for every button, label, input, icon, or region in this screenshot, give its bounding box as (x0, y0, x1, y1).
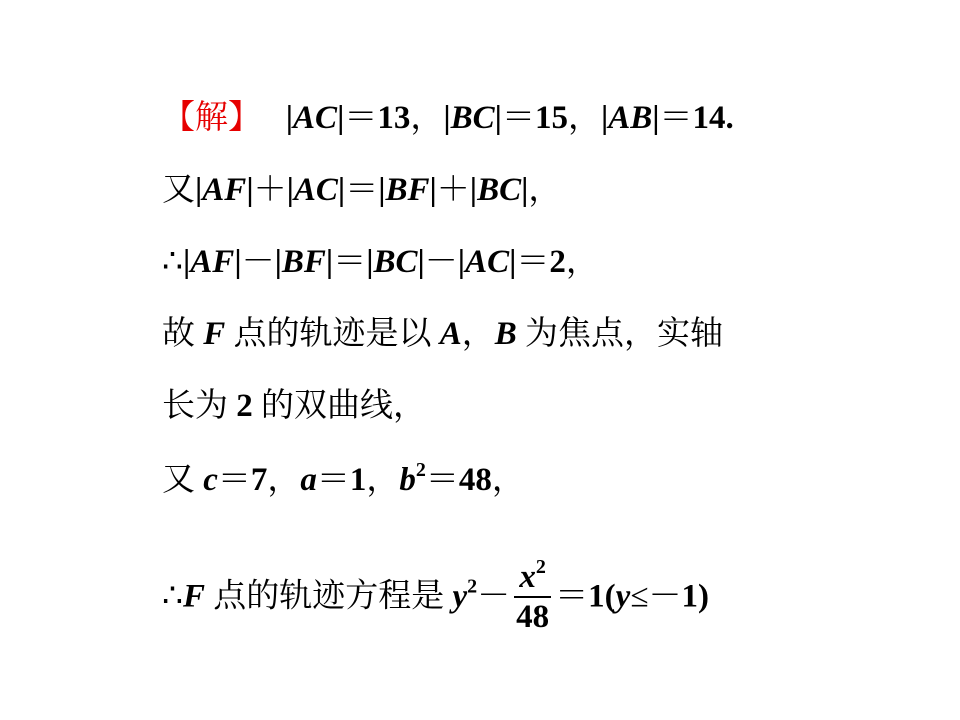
var-BF: BF (385, 172, 430, 208)
solution-line-1 (162, 98, 734, 138)
equals-sign: ＝ (316, 462, 350, 498)
abs-close: | (337, 100, 345, 136)
equals-sign: ＝ (344, 100, 378, 136)
abs-close: | (652, 100, 660, 136)
comma: ， (528, 172, 562, 208)
var-AF: AF (202, 172, 247, 208)
equals-sign: ＝ (425, 462, 459, 498)
minus-sign: － (477, 578, 511, 615)
value-1: 1 (349, 462, 367, 498)
var-y: y (615, 578, 631, 615)
var-F: F (203, 316, 226, 352)
var-AC: AC (465, 244, 510, 280)
var-BC: BC (373, 244, 418, 280)
equals-sign: ＝ (659, 100, 693, 136)
var-AC: AC (293, 100, 338, 136)
abs-close: | (494, 100, 502, 136)
line-prefix: 又 (162, 172, 195, 208)
fraction-denominator: 48 (516, 599, 550, 635)
therefore-symbol: ∴ (162, 244, 183, 280)
therefore-symbol: ∴ (162, 578, 183, 615)
equals-sign: ＝ (333, 244, 367, 280)
var-BC: BC (477, 172, 522, 208)
var-c: c (203, 462, 218, 498)
solution-line-6: 又 c＝7，a＝1，$b^2=48$， (162, 459, 525, 498)
equals-sign: ＝ (345, 172, 379, 208)
abs-open: | (285, 100, 294, 136)
var-B: B (494, 316, 517, 352)
equals-sign: ＝ (555, 578, 589, 615)
var-BF: BF (281, 244, 326, 280)
var-BC: BC (450, 100, 495, 136)
var-AB: AB (608, 100, 653, 136)
comma: ， (567, 100, 601, 136)
var-a: a (300, 462, 317, 498)
equals-sign: ＝ (501, 100, 535, 136)
var-b: b (399, 462, 416, 498)
equals-sign: ＝ (217, 462, 251, 498)
solution-line-4: 故 F 点的轨迹是以 A，B 为焦点，实轴 (162, 316, 724, 352)
var-A: A (439, 316, 462, 352)
solution-line-3: ∴|AF|－|BF|＝|BC|－|AC|＝2， (162, 244, 599, 280)
abs-open: | (600, 100, 609, 136)
value-48: 48 (458, 462, 492, 498)
value-15: 15 (534, 100, 568, 136)
var-F: F (183, 578, 206, 615)
minus-sign: － (241, 244, 275, 280)
minus-sign: － (424, 244, 458, 280)
plus-sign: ＋ (436, 172, 470, 208)
exponent: 2 (415, 459, 426, 481)
fraction-numerator: $x^2$ (514, 558, 551, 598)
comma: ， (366, 462, 400, 498)
solution-line-2: 又|AF|＋|AC|＝|BF|＋|BC|， (162, 172, 562, 208)
value-13: 13 (377, 100, 411, 136)
fraction (514, 558, 551, 636)
abs-open: | (443, 100, 451, 136)
equals-sign: ＝ (516, 244, 550, 280)
plus-sign: ＋ (253, 172, 287, 208)
value-7: 7 (250, 462, 268, 498)
value-2: 2 (549, 244, 566, 280)
var-y: y (452, 578, 468, 615)
var-AC: AC (293, 172, 338, 208)
exponent: 2 (467, 575, 478, 598)
solution-line-7: ∴F 点的轨迹方程是 $y^2-$ $\frac{x^2}{48}$ ＝1(y≤－1) (162, 556, 709, 635)
value-2: 2 (236, 388, 253, 424)
comma: ， (565, 244, 599, 280)
comma: ， (267, 462, 301, 498)
value-14: 14. (692, 100, 734, 136)
solution-label: 【解】 (162, 100, 261, 136)
minus-sign: － (648, 578, 682, 615)
comma: ， (410, 100, 444, 136)
comma: ， (491, 462, 525, 498)
less-equal-sign: ≤ (630, 578, 649, 615)
solution-line-5: 长为 2 的双曲线， (162, 388, 426, 424)
var-AF: AF (190, 244, 235, 280)
